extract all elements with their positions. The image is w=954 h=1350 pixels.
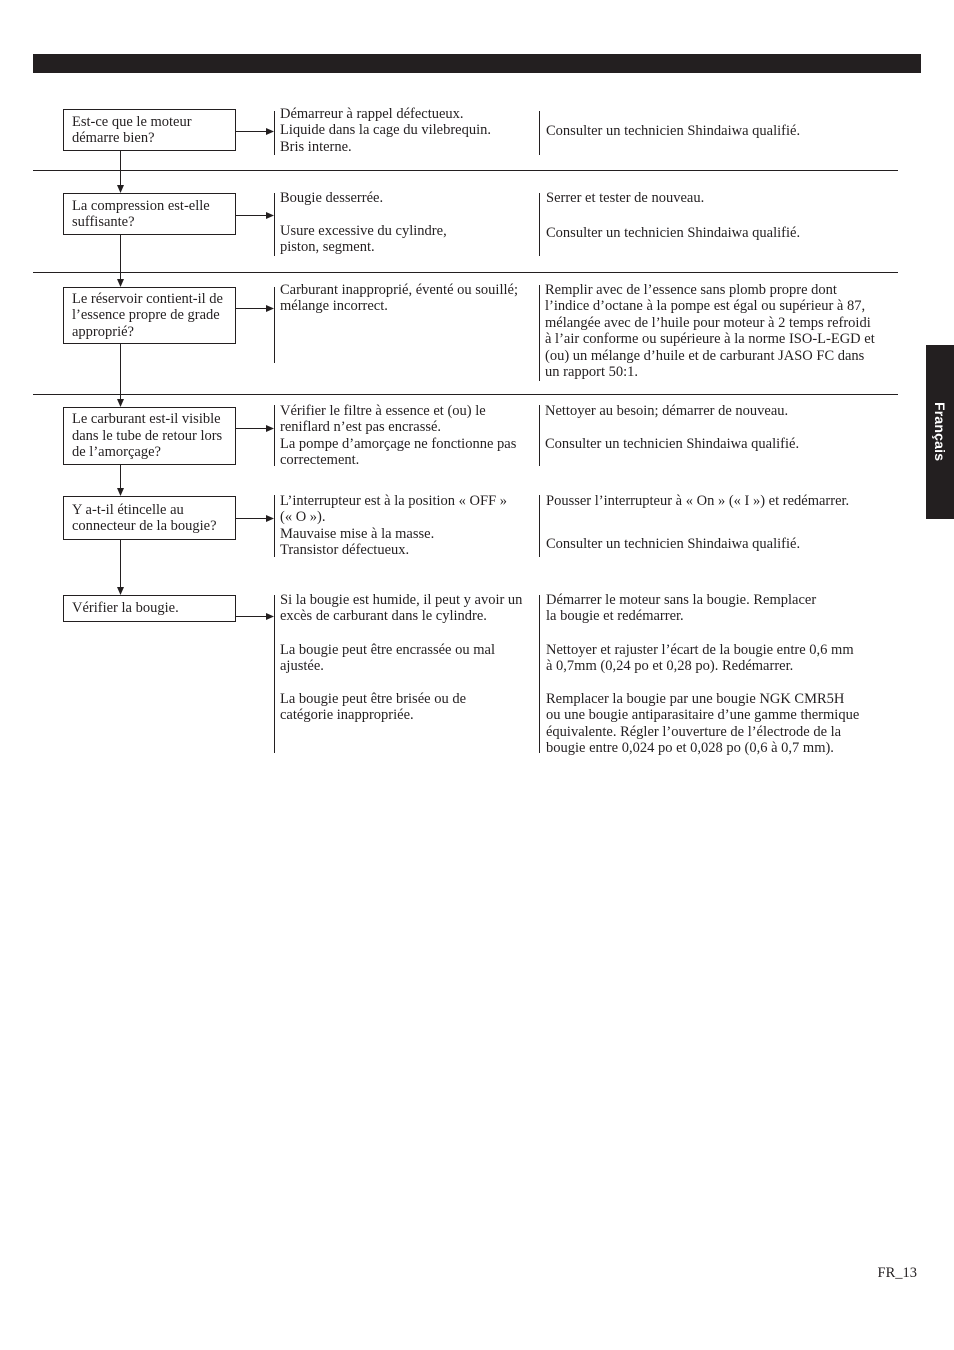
- cause-block: [280, 493, 507, 559]
- remedy-block: [546, 493, 849, 509]
- arrow-right-icon: [236, 305, 274, 312]
- question-line: de l’amorçage?: [72, 444, 161, 461]
- remedy-line: Consulter un technicien Shindaiwa qualifié.: [546, 225, 801, 241]
- remedy-line: Consulter un technicien Shindaiwa qualifié.: [545, 436, 800, 452]
- cause-block: [280, 223, 447, 256]
- cause-line: Démarreur à rappel défectueux.: [280, 106, 464, 122]
- remedy-block: [546, 642, 854, 675]
- cause-line: Si la bougie est humide, il peut y avoir un: [280, 592, 523, 608]
- remedy-block: [546, 190, 704, 206]
- question-line: Y a-t-il étincelle au: [72, 501, 184, 518]
- cause-line: Bris interne.: [280, 138, 352, 155]
- remedy-block: [545, 403, 788, 419]
- question-line: Le carburant est-il visible: [72, 411, 221, 428]
- arrow-right-icon: [236, 128, 274, 135]
- remedy-block: [546, 225, 800, 241]
- remedy-line: ou une bougie antiparasitaire d’une gamme thermique: [546, 707, 860, 724]
- remedy-line: Consulter un technicien Shindaiwa qualifié.: [546, 123, 801, 139]
- remedy-block: [546, 592, 816, 625]
- cause-line: correctement.: [280, 452, 360, 469]
- cause-block: [280, 691, 466, 724]
- question-line: connecteur de la bougie?: [72, 518, 217, 534]
- cause-block: [280, 106, 491, 155]
- remedy-block: [545, 282, 875, 380]
- cause-line: Vérifier le filtre à essence et (ou) le: [280, 403, 486, 419]
- cause-line: piston, segment.: [280, 239, 375, 256]
- remedy-line: Remplacer la bougie par une bougie NGK CMR5H: [546, 691, 845, 707]
- remedy-block: [546, 691, 859, 757]
- remedy-line: (ou) un mélange d’huile et de carburant JASO FC dans: [545, 347, 865, 364]
- cause-block: [280, 642, 495, 675]
- question-line: l’essence propre de grade: [72, 307, 220, 324]
- remedy-line: équivalente. Régler l’ouverture de l’électrode de la: [546, 723, 842, 740]
- question-line: La compression est-elle: [72, 197, 210, 214]
- cause-line: Bougie desserrée.: [280, 190, 384, 206]
- cause-block: [280, 190, 383, 206]
- remedy-line: Nettoyer et rajuster l’écart de la bougie entre 0,6 mm: [546, 642, 854, 658]
- arrow-down-icon: [117, 465, 124, 496]
- cause-block: [280, 592, 522, 625]
- remedy-line: Pousser l’interrupteur à « On » (« I ») et redémarrer.: [546, 493, 850, 509]
- question-line: Est-ce que le moteur: [72, 113, 192, 130]
- arrow-down-icon: [117, 344, 124, 407]
- cause-line: La bougie peut être encrassée ou mal: [280, 642, 495, 658]
- remedy-line: Remplir avec de l’essence sans plomb propre dont: [545, 282, 837, 298]
- remedy-line: Consulter un technicien Shindaiwa qualifié.: [546, 536, 801, 552]
- remedy-line: Démarrer le moteur sans la bougie. Remplacer: [546, 592, 817, 608]
- remedy-block: [546, 123, 800, 139]
- cause-line: (« O »).: [280, 509, 326, 526]
- remedy-block: [545, 436, 799, 452]
- language-tab: [926, 345, 954, 519]
- cause-line: Liquide dans la cage du vilebrequin.: [280, 122, 491, 139]
- cause-line: reniflard n’est pas encrassé.: [280, 419, 442, 436]
- question-box-spark-plug: [63, 595, 236, 622]
- arrow-down-icon: [117, 151, 124, 193]
- question-box-engine-start: [63, 109, 236, 151]
- cause-line: Usure excessive du cylindre,: [280, 223, 447, 239]
- cause-line: La pompe d’amorçage ne fonctionne pas: [280, 435, 517, 452]
- cause-line: Mauvaise mise à la masse.: [280, 525, 435, 542]
- question-line: approprié?: [72, 323, 134, 340]
- cause-line: Carburant inapproprié, éventé ou souillé;: [280, 282, 518, 298]
- cause-line: L’interrupteur est à la position « OFF »: [280, 493, 508, 509]
- question-line: dans le tube de retour lors: [72, 427, 223, 444]
- cause-line: Transistor défectueux.: [280, 542, 410, 559]
- cause-line: mélange incorrect.: [280, 298, 388, 315]
- remedy-line: un rapport 50:1.: [545, 364, 639, 381]
- remedy-line: Serrer et tester de nouveau.: [546, 190, 705, 206]
- page-number: FR_13: [877, 1265, 917, 1281]
- question-box-fuel-tank: [63, 287, 236, 344]
- remedy-line: mélangée avec de l’huile pour moteur à 2 temps refroidi: [545, 314, 871, 331]
- question-line: suffisante?: [72, 214, 135, 230]
- cause-block: [280, 282, 518, 315]
- remedy-line: Nettoyer au besoin; démarrer de nouveau.: [545, 403, 789, 419]
- cause-block: [280, 403, 516, 469]
- remedy-block: [546, 536, 800, 552]
- remedy-line: l’indice d’octane à la pompe est égal ou supérieur à 87,: [545, 298, 866, 315]
- arrow-down-icon: [117, 540, 124, 595]
- remedy-line: à l’air conforme ou supérieure à la norme ISO-L-EGD et: [545, 331, 875, 348]
- question-box-return-tube: [63, 407, 236, 465]
- arrow-right-icon: [236, 212, 274, 219]
- arrow-right-icon: [236, 425, 274, 432]
- cause-line: catégorie inappropriée.: [280, 707, 414, 724]
- cause-line: La bougie peut être brisée ou de: [280, 691, 467, 707]
- remedy-line: bougie entre 0,024 po et 0,028 po (0,6 à 0,7 mm).: [546, 740, 834, 757]
- question-line: Le réservoir contient-il de: [72, 290, 223, 307]
- question-line: démarre bien?: [72, 130, 155, 146]
- remedy-line: la bougie et redémarrer.: [546, 608, 684, 625]
- remedy-line: à 0,7mm (0,24 po et 0,28 po). Redémarrer.: [546, 658, 794, 675]
- cause-line: excès de carburant dans le cylindre.: [280, 608, 487, 625]
- header-bar: [33, 54, 921, 73]
- question-line: Vérifier la bougie.: [72, 600, 179, 617]
- arrow-right-icon: [236, 515, 274, 522]
- arrow-down-icon: [117, 235, 124, 287]
- question-box-compression: [63, 193, 236, 235]
- arrow-right-icon: [236, 613, 274, 620]
- language-tab-label: Français: [932, 402, 948, 462]
- question-box-spark: [63, 496, 236, 540]
- cause-line: ajustée.: [280, 658, 324, 675]
